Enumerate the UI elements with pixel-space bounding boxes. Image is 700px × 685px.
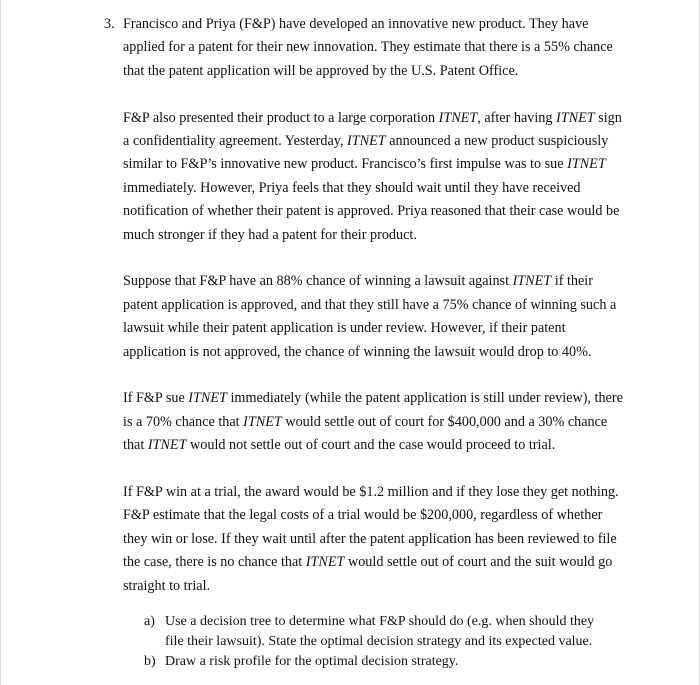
company-name: ITNET xyxy=(243,413,282,430)
company-name: ITNET xyxy=(305,554,345,571)
task-label: a) xyxy=(144,614,155,630)
company-name: ITNET xyxy=(438,109,478,126)
task-label: b) xyxy=(144,654,156,670)
paragraph-4: If F&P sue ITNET immediately (while the patent application is still under review), there is a 70% chance that ITNET would settle out of court for $400,000 and a 30% chance that ITNET would not settle out of court and the case would proceed to trial. xyxy=(123,390,623,454)
paragraph-gap xyxy=(123,364,623,387)
company-name: ITNET xyxy=(512,273,552,290)
paragraph-1: Francisco and Priya (F&P) have developed an innovative new product. They have applied for a patent for their new innovation. They estimate that there is a 55% chance that the patent application will be approved by the U.S. Patent Office. xyxy=(123,16,613,79)
company-name: ITNET xyxy=(147,437,187,454)
task-item-b xyxy=(123,652,611,672)
question-number: 3. xyxy=(104,16,115,32)
task-item-a xyxy=(123,612,611,652)
company-name: ITNET xyxy=(188,390,227,407)
task-list xyxy=(123,612,623,672)
page-left-edge xyxy=(0,0,1,685)
paragraph-5: If F&P win at a trial, the award would be $1.2 million and if they lose they get nothing. F&P estimate that the legal costs of a trial would be $200,000, regardless of whether they win or lose. If they wait until after the patent application has been reviewed to file the case, there is no chance that ITNET would settle out of court and the suit would go straight to trial. xyxy=(123,484,619,594)
paragraph-gap xyxy=(123,247,623,270)
company-name: ITNET xyxy=(556,109,595,126)
paragraph-gap xyxy=(123,83,623,106)
question-body xyxy=(123,13,623,672)
company-name: ITNET xyxy=(567,156,606,173)
task-text: Draw a risk profile for the optimal decision strategy. xyxy=(165,654,459,670)
company-name: ITNET xyxy=(347,133,386,150)
paragraph-2: F&P also presented their product to a large corporation ITNET, after having ITNET sign a confidentiality agreement. Yesterday, ITNET announced a new product suspiciously similar to F&P’s innovative new product. Francisco’s first impulse was to sue ITNET immediately. However, Priya feels that they should wait until they have received notification of whether their patent is approved. Priya reasoned that their case would be much stronger if they had a patent for their product. xyxy=(123,109,622,243)
task-text: Use a decision tree to determine what F&P should do (e.g. when should they file their lawsuit). State the optimal decision strategy and its expected value. xyxy=(165,614,595,650)
paragraph-gap xyxy=(123,458,623,481)
paragraph-3: Suppose that F&P have an 88% chance of winning a lawsuit against ITNET if their patent application is approved, and that they still have a 75% chance of winning such a lawsuit while their patent application is under review. However, if their patent application is not approved, the chance of winning the lawsuit would drop to 40%. xyxy=(123,273,617,360)
